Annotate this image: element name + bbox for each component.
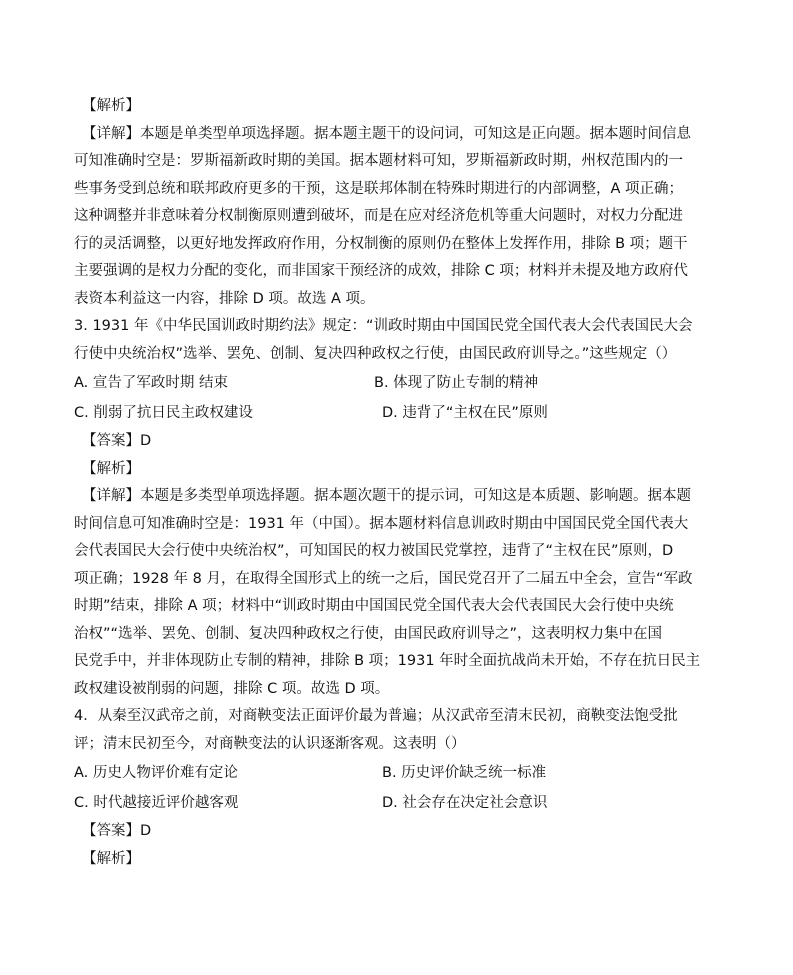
detail-line: [74, 483, 722, 511]
option-a: A. 历史人物评价难有定论: [74, 765, 238, 781]
detail-line: 些事务受到总统和联邦政府更多的干预，这是联邦体制在特殊时期进行的内部调整，A 项正确；: [74, 180, 684, 197]
detail-line: 这种调整并非意味着分权制衡原则遭到破坏，而是在应对经济危机等重大问题时，对权力分配进: [74, 208, 683, 224]
detail-line: 表资本利益这一内容，排除 D 项。故选 A 项。: [74, 290, 375, 307]
question-4-stem: 4．从秦至汉武帝之前，对商鞅变法正面评价最为普遍；从汉武帝至清末民初，商鞅变法饱受批: [74, 708, 678, 724]
detail-line: 项正确；1928 年 8 月，在取得全国形式上的统一之后，国民党召开了二届五中全会，宣告“军政: [74, 570, 693, 587]
option-a: A. 宣告了军政时期 结束: [74, 375, 228, 391]
analysis-label: 【解析】: [82, 460, 140, 477]
question-3-stem: 3. 1931 年《中华民国训政时期约法》规定：“训政时期由中国国民党全国代表大会代表国民大会: [74, 318, 693, 334]
question-3-options-row-1: [74, 368, 722, 398]
analysis-label: 【解析】: [82, 98, 140, 114]
answer-line: [74, 818, 722, 846]
option-d: D. 违背了“主权在民”原则: [382, 405, 548, 421]
detail-line: 政权建设被削弱的问题，排除 C 项。故选 D 项。: [74, 680, 390, 697]
option-c: C. 削弱了抗日民主政权建设: [74, 405, 253, 421]
document-content: [74, 93, 722, 873]
detail-line: 行的灵活调整，以更好地发挥政府作用，分权制衡的原则仍在整体上发挥作用，排除 B 项；题干: [74, 235, 688, 252]
detail-text: 本题是多类型单项选择题。据本题次题干的提示词，可知这是本质题、影响题。据本题: [140, 488, 691, 504]
detail-line: 治权”“选举、罢免、创制、复决四种政权之行使，由国民政府训导之”，这表明权力集中在国: [74, 625, 663, 642]
question-4-stem: 评；清末民初至今，对商鞅变法的认识逐渐客观。这表明（）: [74, 735, 466, 752]
option-d: D. 社会存在决定社会意识: [382, 795, 548, 811]
answer-value: D: [140, 823, 152, 839]
detail-label: 【详解】: [82, 488, 140, 504]
question-3-stem: 行使中央统治权”选举、罢免、创制、复决四种政权之行使，由国民政府训导之。”这些规定（）: [74, 345, 677, 362]
detail-line: 时间信息可知准确时空是：1931 年（中国）。据本题材料信息训政时期由中国国民党全国代表大: [74, 515, 689, 532]
answer-line: [74, 428, 722, 456]
option-c: C. 时代越接近评价越客观: [74, 795, 239, 811]
detail-line: [74, 121, 722, 149]
detail-label: 【详解】: [82, 125, 140, 142]
question-3-options-row-2: [74, 398, 722, 428]
answer-value: D: [140, 433, 152, 449]
analysis-label: 【解析】: [82, 850, 140, 867]
detail-line: 时期”结束，排除 A 项；材料中“训政时期由中国国民党全国代表大会代表国民大会行使中央统: [74, 598, 674, 614]
detail-line: 会代表国民大会行使中央统治权”，可知国民的权力被国民党掌控，违背了“主权在民”原则，D: [74, 543, 674, 559]
detail-text: 本题是单类型单项选择题。据本题主题干的设问词，可知这是正向题。据本题时间信息: [140, 125, 691, 142]
answer-label: 【答案】: [82, 433, 140, 449]
question-4-options-row-1: [74, 758, 722, 788]
answer-label: 【答案】: [82, 823, 140, 839]
option-b: B. 体现了防止专制的精神: [374, 375, 539, 391]
detail-line: 民党手中，并非体现防止专制的精神，排除 B 项；1931 年时全面抗战尚未开始，不存在抗日民主: [74, 653, 701, 669]
question-4-options-row-2: [74, 788, 722, 818]
option-b: B. 历史评价缺乏统一标准: [382, 765, 547, 781]
detail-line: 可知准确时空是：罗斯福新政时期的美国。据本题材料可知，罗斯福新政时期，州权范围内的一: [74, 153, 683, 169]
detail-line: 主要强调的是权力分配的变化，而非国家干预经济的成效，排除 C 项；材料并未提及地方政府代: [74, 263, 688, 279]
